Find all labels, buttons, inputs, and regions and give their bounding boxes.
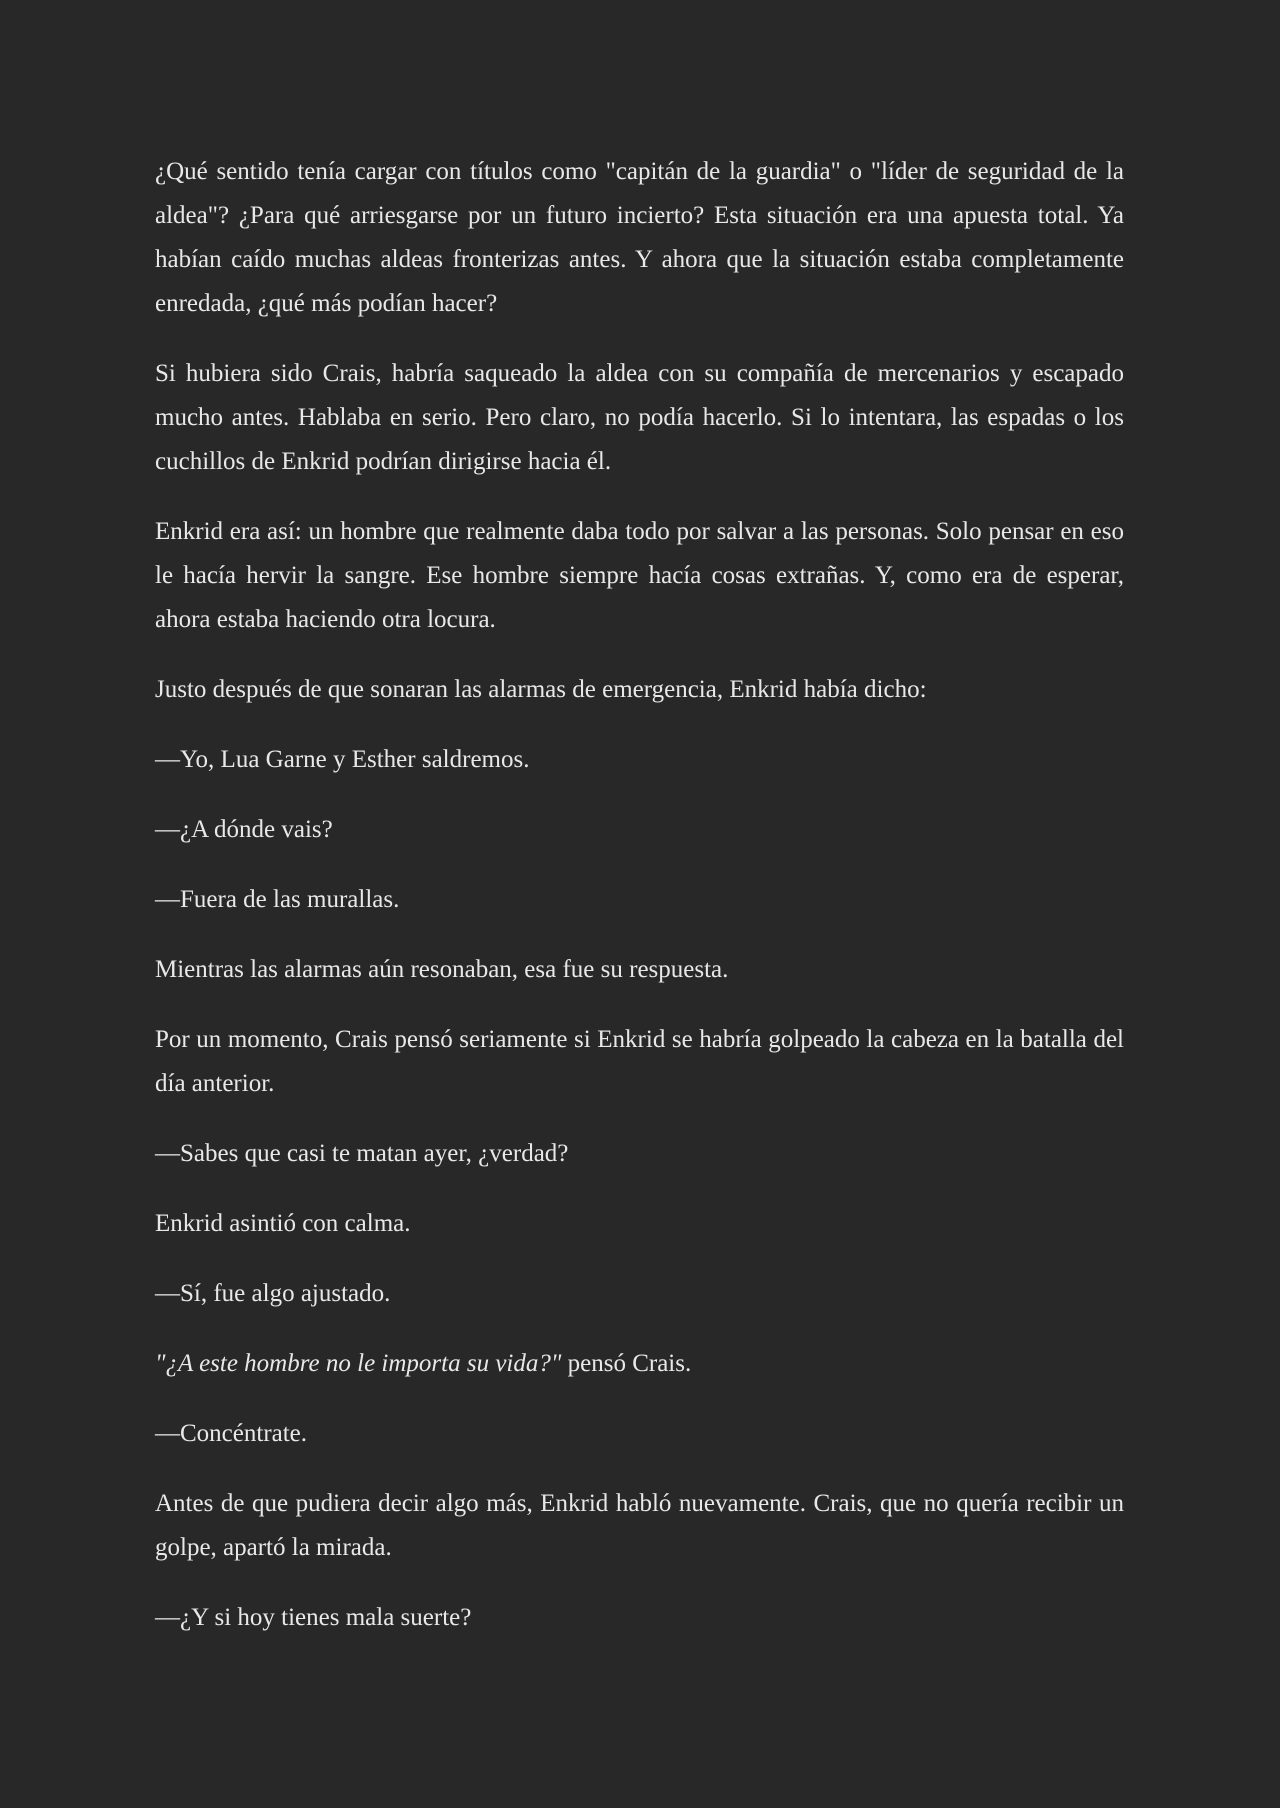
- paragraph-8: Antes de que pudiera decir algo más, Enkrid habló nuevamente. Crais, que no quería recibir un golpe, apartó la mirada.: [155, 1490, 1124, 1561]
- paragraph-4: Justo después de que sonaran las alarmas de emergencia, Enkrid había dicho:: [155, 676, 927, 703]
- thought-paragraph: [155, 1342, 1124, 1386]
- paragraph-1: ¿Qué sentido tenía cargar con títulos como "capitán de la guardia" o "líder de seguridad de la aldea"? ¿Para qué arriesgarse por un futuro incierto? Esta situación era una apuesta total. Ya habían caído muchas aldeas fronterizas antes. Y ahora que la situación estaba completamente enredada, ¿qué más podían hacer?: [155, 158, 1124, 317]
- dialogue-line-3: —Fuera de las murallas.: [155, 886, 400, 913]
- paragraph-3: Enkrid era así: un hombre que realmente daba todo por salvar a las personas. Solo pensar en eso le hacía hervir la sangre. Ese hombre siempre hacía cosas extrañas. Y, como era de esperar, ahora estaba haciendo otra locura.: [155, 518, 1124, 633]
- thought-attribution: pensó Crais.: [561, 1350, 692, 1377]
- dialogue-line-5: —Sí, fue algo ajustado.: [155, 1280, 391, 1307]
- dialogue-line-4: —Sabes que casi te matan ayer, ¿verdad?: [155, 1140, 569, 1167]
- dialogue-line-2: —¿A dónde vais?: [155, 816, 333, 843]
- inner-thought: "¿A este hombre no le importa su vida?": [155, 1350, 562, 1377]
- paragraph-2: Si hubiera sido Crais, habría saqueado la aldea con su compañía de mercenarios y escapado mucho antes. Hablaba en serio. Pero claro, no podía hacerlo. Si lo intentara, las espadas o los cuchillos de Enkrid podrían dirigirse hacia él.: [155, 360, 1124, 475]
- dialogue-line-7: —¿Y si hoy tienes mala suerte?: [155, 1604, 472, 1631]
- paragraph-5: Mientras las alarmas aún resonaban, esa fue su respuesta.: [155, 956, 729, 983]
- reading-page: [155, 150, 1124, 1640]
- dialogue-line-6: —Concéntrate.: [155, 1420, 308, 1447]
- dialogue-line-1: —Yo, Lua Garne y Esther saldremos.: [155, 746, 530, 773]
- paragraph-6: Por un momento, Crais pensó seriamente si Enkrid se habría golpeado la cabeza en la batalla del día anterior.: [155, 1026, 1124, 1097]
- paragraph-7: Enkrid asintió con calma.: [155, 1210, 411, 1237]
